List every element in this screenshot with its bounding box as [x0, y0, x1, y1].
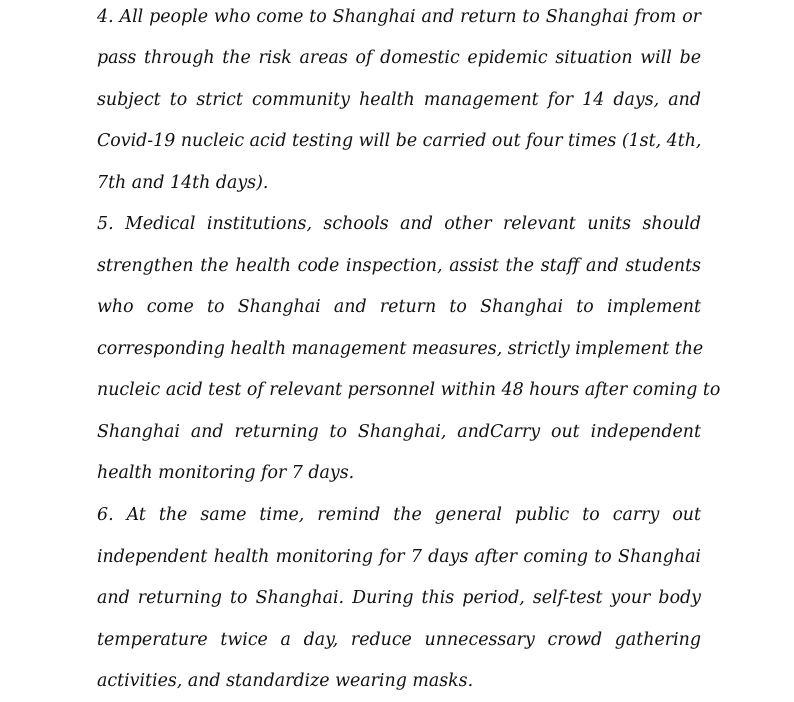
- item-4-line-5: 7th and 14th days).: [97, 173, 269, 193]
- item-6-line-1: 6. At the same time, remind the general public to carry out: [97, 505, 701, 525]
- item-5-line-4: corresponding health management measures, strictly implement the: [97, 339, 704, 359]
- item-4-line-3: subject to strict community health management for 14 days, and: [97, 90, 701, 110]
- item-6-line-5: activities, and standardize wearing masks.: [97, 671, 474, 691]
- item-5-line-5: nucleic acid test of relevant personnel within 48 hours after coming to: [97, 380, 721, 400]
- item-5-line-1: 5. Medical institutions, schools and other relevant units should: [97, 214, 701, 234]
- item-4-line-1: 4. All people who come to Shanghai and return to Shanghai from or: [97, 7, 701, 27]
- item-6-line-2: independent health monitoring for 7 days after coming to Shanghai: [97, 547, 701, 567]
- item-5-line-3: who come to Shanghai and return to Shanghai to implement: [97, 297, 701, 317]
- item-6-line-3: and returning to Shanghai. During this period, self-test your body: [97, 588, 701, 608]
- item-6-line-4: temperature twice a day, reduce unnecessary crowd gathering: [97, 630, 701, 650]
- item-5-line-7: health monitoring for 7 days.: [97, 463, 355, 483]
- item-5-line-2: strengthen the health code inspection, assist the staff and students: [97, 256, 701, 276]
- item-5-line-6: Shanghai and returning to Shanghai, andCarry out independent: [97, 422, 701, 442]
- item-4-line-4: Covid-19 nucleic acid testing will be carried out four times (1st, 4th,: [97, 131, 702, 151]
- item-4-line-2: pass through the risk areas of domestic epidemic situation will be: [97, 48, 701, 68]
